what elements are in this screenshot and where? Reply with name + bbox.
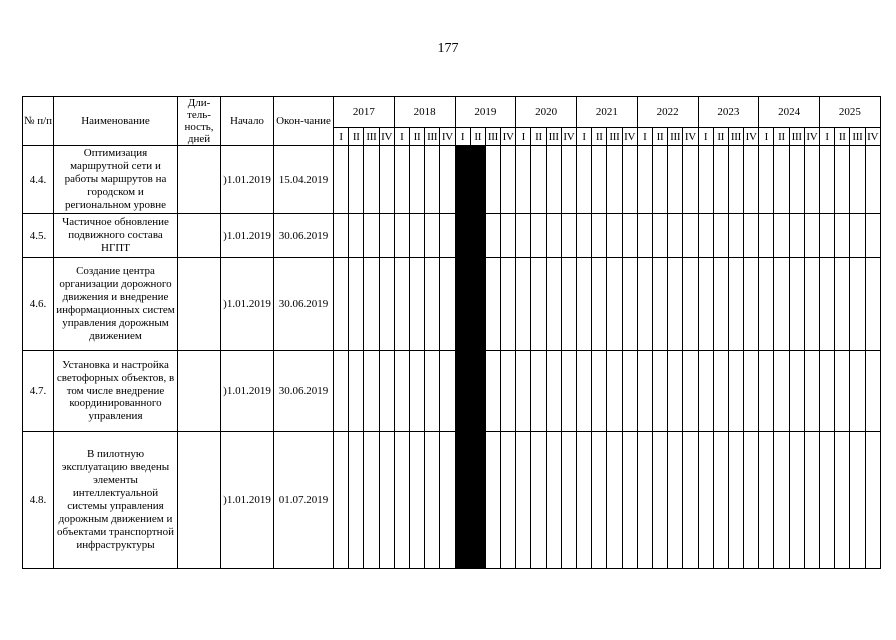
quarter-header: I (455, 128, 470, 146)
gantt-cell (820, 214, 835, 258)
gantt-cell (865, 146, 880, 214)
gantt-cell (835, 146, 850, 214)
quarter-header: IV (501, 128, 516, 146)
gantt-cell (804, 351, 819, 432)
gantt-cell (637, 258, 652, 351)
quarter-header: III (850, 128, 865, 146)
gantt-cell (561, 146, 576, 214)
gantt-cell (683, 146, 698, 214)
gantt-cell (485, 432, 500, 569)
quarter-header: I (577, 128, 592, 146)
gantt-cell (850, 432, 865, 569)
table-row (23, 214, 881, 258)
year-header: 2019 (455, 97, 516, 128)
gantt-cell (592, 432, 607, 569)
gantt-cell (607, 351, 622, 432)
gantt-cell (516, 432, 531, 569)
row-number: 4.7. (23, 351, 54, 432)
gantt-cell (728, 214, 743, 258)
gantt-cell (516, 146, 531, 214)
gantt-cell (713, 258, 728, 351)
gantt-cell (531, 214, 546, 258)
gantt-cell (668, 351, 683, 432)
row-start: )1.01.2019 (221, 214, 274, 258)
gantt-cell (440, 432, 455, 569)
year-header: 2025 (820, 97, 881, 128)
page-number: 177 (437, 41, 459, 56)
quarter-header: IV (744, 128, 759, 146)
quarter-header: I (759, 128, 774, 146)
gantt-cell (531, 432, 546, 569)
gantt-cell (364, 146, 379, 214)
gantt-cell (531, 146, 546, 214)
gantt-cell (622, 214, 637, 258)
gantt-cell (835, 351, 850, 432)
gantt-cell (531, 258, 546, 351)
gantt-cell (622, 351, 637, 432)
quarter-header: I (516, 128, 531, 146)
gantt-cell (394, 432, 409, 569)
row-name: Создание центра организации дорожного движения и внедрение информационных систем управления дорожным движением (54, 258, 178, 351)
gantt-cell (440, 214, 455, 258)
row-number: 4.8. (23, 432, 54, 569)
gantt-cell (774, 146, 789, 214)
year-header: 2017 (334, 97, 395, 128)
gantt-table (22, 96, 881, 569)
gantt-cell (865, 351, 880, 432)
quarter-header: IV (804, 128, 819, 146)
gantt-cell (744, 146, 759, 214)
quarter-header: II (349, 128, 364, 146)
gantt-cell (485, 214, 500, 258)
gantt-cell (820, 146, 835, 214)
gantt-cell (501, 432, 516, 569)
quarter-header: IV (865, 128, 880, 146)
quarter-header: III (789, 128, 804, 146)
gantt-cell (561, 432, 576, 569)
gantt-cell (622, 432, 637, 569)
gantt-cell (698, 351, 713, 432)
row-duration (178, 214, 221, 258)
row-end: 30.06.2019 (274, 258, 334, 351)
gantt-cell (698, 146, 713, 214)
quarter-header: II (409, 128, 424, 146)
gantt-cell (774, 214, 789, 258)
gantt-cell (683, 432, 698, 569)
gantt-cell (744, 432, 759, 569)
gantt-cell (592, 146, 607, 214)
quarter-header: IV (440, 128, 455, 146)
gantt-cell (349, 351, 364, 432)
gantt-cell (744, 258, 759, 351)
row-name: Оптимизация маршрутной сети и работы маршрутов на городском и региональном уровне (54, 146, 178, 214)
quarter-header: IV (561, 128, 576, 146)
gantt-cell (789, 258, 804, 351)
row-name: Частичное обновление подвижного состава НГПТ (54, 214, 178, 258)
row-duration (178, 351, 221, 432)
gantt-cell (409, 351, 424, 432)
row-end: 01.07.2019 (274, 432, 334, 569)
gantt-cell (394, 146, 409, 214)
gantt-bar-cell (455, 146, 470, 214)
gantt-cell (394, 214, 409, 258)
row-end: 30.06.2019 (274, 214, 334, 258)
row-end: 15.04.2019 (274, 146, 334, 214)
quarter-header: II (652, 128, 667, 146)
gantt-cell (531, 351, 546, 432)
gantt-cell (516, 214, 531, 258)
gantt-cell (334, 432, 349, 569)
gantt-cell (607, 432, 622, 569)
gantt-cell (683, 351, 698, 432)
gantt-cell (409, 432, 424, 569)
gantt-cell (592, 258, 607, 351)
gantt-bar-cell (455, 432, 470, 569)
gantt-cell (349, 214, 364, 258)
year-header: 2023 (698, 97, 759, 128)
gantt-cell (820, 258, 835, 351)
gantt-bar-cell (470, 351, 485, 432)
gantt-cell (744, 351, 759, 432)
gantt-cell (577, 351, 592, 432)
gantt-cell (577, 214, 592, 258)
gantt-bar-cell (470, 146, 485, 214)
gantt-cell (440, 351, 455, 432)
row-start: )1.01.2019 (221, 258, 274, 351)
gantt-cell (744, 214, 759, 258)
gantt-cell (668, 432, 683, 569)
row-end: 30.06.2019 (274, 351, 334, 432)
gantt-cell (561, 214, 576, 258)
gantt-cell (668, 214, 683, 258)
gantt-cell (501, 214, 516, 258)
year-header: 2018 (394, 97, 455, 128)
gantt-cell (577, 258, 592, 351)
gantt-cell (394, 351, 409, 432)
gantt-cell (835, 258, 850, 351)
header-number: № п/п (23, 97, 54, 146)
gantt-cell (334, 258, 349, 351)
gantt-cell (850, 214, 865, 258)
gantt-cell (546, 351, 561, 432)
header-end: Окон-чание (274, 97, 334, 146)
gantt-cell (607, 214, 622, 258)
gantt-cell (334, 146, 349, 214)
quarter-header: II (713, 128, 728, 146)
gantt-cell (713, 351, 728, 432)
quarter-header: I (394, 128, 409, 146)
gantt-cell (835, 432, 850, 569)
gantt-cell (349, 146, 364, 214)
gantt-cell (713, 432, 728, 569)
gantt-cell (546, 432, 561, 569)
header-duration: Дли-тель-ность, дней (178, 97, 221, 146)
gantt-cell (759, 351, 774, 432)
gantt-cell (334, 214, 349, 258)
gantt-cell (789, 214, 804, 258)
gantt-cell (865, 432, 880, 569)
gantt-cell (485, 351, 500, 432)
quarter-header: III (668, 128, 683, 146)
gantt-cell (561, 258, 576, 351)
gantt-cell (546, 146, 561, 214)
quarter-header: II (531, 128, 546, 146)
gantt-cell (607, 258, 622, 351)
quarter-header: III (485, 128, 500, 146)
row-number: 4.5. (23, 214, 54, 258)
quarter-header: II (835, 128, 850, 146)
row-duration (178, 146, 221, 214)
quarter-header: I (334, 128, 349, 146)
table-row (23, 351, 881, 432)
gantt-cell (409, 146, 424, 214)
gantt-cell (728, 351, 743, 432)
gantt-cell (728, 432, 743, 569)
gantt-cell (820, 351, 835, 432)
quarter-header: IV (379, 128, 394, 146)
gantt-cell (850, 146, 865, 214)
quarter-header: IV (622, 128, 637, 146)
gantt-cell (789, 351, 804, 432)
gantt-cell (789, 432, 804, 569)
table-row (23, 146, 881, 214)
gantt-cell (668, 258, 683, 351)
gantt-cell (379, 351, 394, 432)
gantt-cell (425, 146, 440, 214)
row-duration (178, 432, 221, 569)
gantt-cell (592, 214, 607, 258)
gantt-bar-cell (470, 214, 485, 258)
quarter-header: III (607, 128, 622, 146)
quarter-header: I (698, 128, 713, 146)
gantt-cell (683, 214, 698, 258)
gantt-cell (850, 258, 865, 351)
header-name: Наименование (54, 97, 178, 146)
gantt-cell (652, 432, 667, 569)
gantt-cell (835, 214, 850, 258)
quarter-header: III (546, 128, 561, 146)
gantt-cell (804, 258, 819, 351)
gantt-cell (637, 214, 652, 258)
gantt-cell (440, 258, 455, 351)
table-row (23, 258, 881, 351)
gantt-bar-cell (470, 258, 485, 351)
gantt-cell (789, 146, 804, 214)
table-row (23, 432, 881, 569)
gantt-cell (425, 258, 440, 351)
quarter-header: II (470, 128, 485, 146)
gantt-cell (485, 258, 500, 351)
gantt-cell (334, 351, 349, 432)
row-number: 4.6. (23, 258, 54, 351)
gantt-bar-cell (470, 432, 485, 569)
quarter-header: III (728, 128, 743, 146)
gantt-cell (652, 146, 667, 214)
row-duration (178, 258, 221, 351)
year-header: 2022 (637, 97, 698, 128)
gantt-bar-cell (455, 214, 470, 258)
gantt-cell (409, 214, 424, 258)
gantt-cell (516, 258, 531, 351)
gantt-cell (865, 258, 880, 351)
gantt-cell (546, 258, 561, 351)
row-number: 4.4. (23, 146, 54, 214)
row-start: )1.01.2019 (221, 146, 274, 214)
gantt-cell (637, 351, 652, 432)
gantt-cell (637, 432, 652, 569)
gantt-cell (409, 258, 424, 351)
gantt-cell (577, 432, 592, 569)
gantt-cell (759, 432, 774, 569)
gantt-cell (804, 214, 819, 258)
gantt-cell (501, 258, 516, 351)
quarter-header: II (774, 128, 789, 146)
gantt-cell (501, 146, 516, 214)
gantt-cell (379, 432, 394, 569)
gantt-cell (349, 258, 364, 351)
gantt-cell (364, 258, 379, 351)
gantt-cell (561, 351, 576, 432)
gantt-cell (577, 146, 592, 214)
gantt-cell (713, 214, 728, 258)
year-header: 2020 (516, 97, 577, 128)
gantt-cell (622, 146, 637, 214)
row-name: В пилотную эксплуатацию введены элементы интеллектуальной системы управления дорожным движением и объектами транспортной инфраструктуры (54, 432, 178, 569)
quarter-header: I (820, 128, 835, 146)
gantt-cell (394, 258, 409, 351)
gantt-cell (774, 432, 789, 569)
gantt-cell (440, 146, 455, 214)
gantt-cell (501, 351, 516, 432)
gantt-cell (728, 258, 743, 351)
gantt-cell (607, 146, 622, 214)
quarter-header: II (592, 128, 607, 146)
gantt-cell (425, 214, 440, 258)
row-start: )1.01.2019 (221, 351, 274, 432)
gantt-cell (637, 146, 652, 214)
gantt-cell (683, 258, 698, 351)
row-name: Установка и настройка светофорных объектов, в том числе внедрение координированного управления (54, 351, 178, 432)
gantt-cell (516, 351, 531, 432)
gantt-cell (668, 146, 683, 214)
gantt-cell (364, 351, 379, 432)
header-start: Начало (221, 97, 274, 146)
gantt-cell (485, 146, 500, 214)
gantt-cell (425, 432, 440, 569)
gantt-cell (364, 214, 379, 258)
gantt-cell (652, 351, 667, 432)
gantt-cell (774, 258, 789, 351)
gantt-cell (698, 432, 713, 569)
gantt-cell (698, 214, 713, 258)
gantt-cell (592, 351, 607, 432)
gantt-bar-cell (455, 258, 470, 351)
gantt-bar-cell (455, 351, 470, 432)
gantt-cell (850, 351, 865, 432)
gantt-cell (379, 258, 394, 351)
gantt-cell (425, 351, 440, 432)
quarter-header: IV (683, 128, 698, 146)
gantt-cell (774, 351, 789, 432)
gantt-cell (759, 214, 774, 258)
year-header: 2024 (759, 97, 820, 128)
gantt-cell (698, 258, 713, 351)
gantt-cell (713, 146, 728, 214)
row-start: )1.01.2019 (221, 432, 274, 569)
gantt-cell (349, 432, 364, 569)
year-header: 2021 (577, 97, 638, 128)
quarter-header: III (364, 128, 379, 146)
gantt-cell (804, 432, 819, 569)
gantt-cell (379, 146, 394, 214)
gantt-cell (652, 258, 667, 351)
gantt-cell (759, 146, 774, 214)
gantt-cell (546, 214, 561, 258)
gantt-cell (759, 258, 774, 351)
gantt-cell (728, 146, 743, 214)
gantt-cell (652, 214, 667, 258)
quarter-header: III (425, 128, 440, 146)
quarter-header: I (637, 128, 652, 146)
gantt-cell (804, 146, 819, 214)
gantt-cell (820, 432, 835, 569)
gantt-cell (622, 258, 637, 351)
gantt-cell (364, 432, 379, 569)
gantt-cell (865, 214, 880, 258)
gantt-cell (379, 214, 394, 258)
